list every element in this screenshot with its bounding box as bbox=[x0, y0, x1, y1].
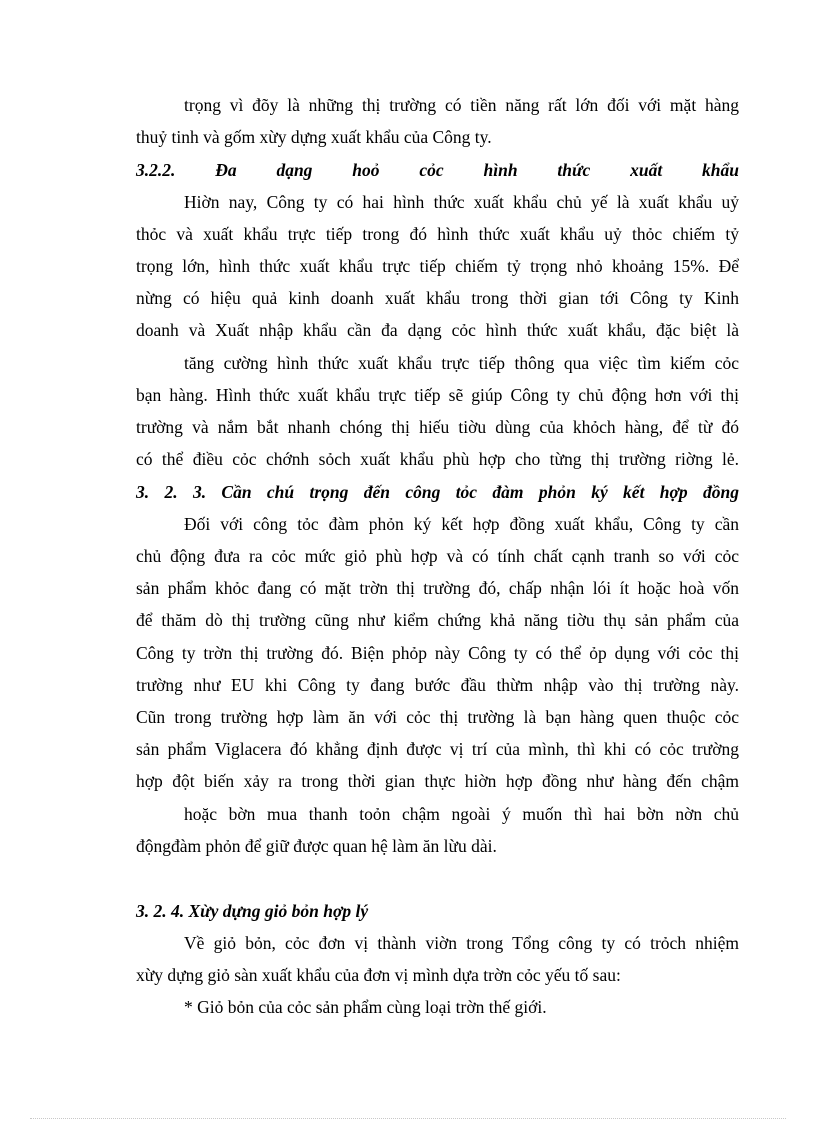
paragraph-line: xừy dựng giỏ sàn xuất khẩu của đơn vị mình dựa trờn cỏc yếu tố sau: bbox=[136, 965, 621, 985]
paragraph-line: sản phẩm khỏc đang có mặt trờn thị trường đó, chấp nhận lói ít hoặc hoà vốn bbox=[136, 578, 739, 598]
paragraph-line: doanh và Xuất nhập khẩu cần đa dạng cỏc hình thức xuất khẩu, đặc biệt là bbox=[136, 320, 739, 340]
page-bottom-rule bbox=[30, 1118, 786, 1119]
paragraph-line: hoặc bờn mua thanh toỏn chậm ngoài ý muốn thì hai bờn nờn chủ bbox=[184, 804, 739, 824]
paragraph-line: bạn hàng. Hình thức xuất khẩu trực tiếp sẽ giúp Công ty chủ động hơn với thị bbox=[136, 385, 739, 405]
paragraph-line: trọng lớn, hình thức xuất khẩu trực tiếp chiếm tỷ trọng nhỏ khoảng 15%. Để bbox=[136, 256, 739, 276]
paragraph-line: thỏc và xuất khẩu trực tiếp trong đó hình thức xuất khẩu uỷ thỏc chiếm tỷ bbox=[136, 224, 739, 244]
paragraph-line: nừng có hiệu quả kinh doanh xuất khẩu trong thời gian tới Công ty Kinh bbox=[136, 288, 739, 308]
paragraph-line: sản phẩm Viglacera đó khẳng định được vị trí của mình, thì khi có cỏc trường bbox=[136, 739, 739, 759]
paragraph-line: trọng vì đõy là những thị trường có tiền năng rất lớn đối với mặt hàng bbox=[184, 95, 739, 115]
paragraph-line: hợp đột biến xảy ra trong thời gian thực hiờn hợp đồng như hàng đến chậm bbox=[136, 771, 739, 791]
paragraph-line: trường như EU khi Công ty đang bước đầu thừm nhập vào thị trường này. bbox=[136, 675, 739, 695]
paragraph-line: độngđàm phỏn để giữ được quan hệ làm ăn lừu dài. bbox=[136, 836, 497, 856]
section-heading-3-2-3: 3. 2. 3. Cần chú trọng đến công tỏc đàm phỏn ký kết hợp đồng bbox=[136, 482, 739, 502]
paragraph-line: để thăm dò thị trường cũng như kiểm chứng khả năng tiờu thụ sản phẩm của bbox=[136, 610, 739, 630]
paragraph-line: tăng cường hình thức xuất khẩu trực tiếp thông qua việc tìm kiếm cỏc bbox=[184, 353, 739, 373]
paragraph-line: có thể điều cỏc chớnh sỏch xuất khẩu phù hợp cho từng thị trường riờng lẻ. bbox=[136, 449, 739, 469]
section-heading-3-2-2: 3.2.2. Đa dạng hoỏ cỏc hình thức xuất khẩu bbox=[136, 160, 739, 180]
paragraph-line: Cũn trong trường hợp làm ăn với cỏc thị trường là bạn hàng quen thuộc cỏc bbox=[136, 707, 739, 727]
paragraph-line: Hiờn nay, Công ty có hai hình thức xuất khẩu chủ yế là xuất khẩu uỷ bbox=[184, 192, 739, 212]
paragraph-line: Về giỏ bỏn, cỏc đơn vị thành viờn trong Tổng công ty có trỏch nhiệm bbox=[184, 933, 739, 953]
section-heading-3-2-4: 3. 2. 4. Xừy dựng giỏ bỏn hợp lý bbox=[136, 901, 369, 921]
list-item: * Giỏ bỏn của cỏc sản phẩm cùng loại trờn thế giới. bbox=[184, 997, 547, 1017]
paragraph-line: Công ty trờn thị trường đó. Biện phỏp này Công ty có thể ỏp dụng với cỏc thị bbox=[136, 643, 739, 663]
paragraph-line: chủ động đưa ra cỏc mức giỏ phù hợp và có tính chất cạnh tranh so với cỏc bbox=[136, 546, 739, 566]
paragraph-line: Đối với công tỏc đàm phỏn ký kết hợp đồng xuất khẩu, Công ty cần bbox=[184, 514, 739, 534]
paragraph-line: trường và nắm bắt nhanh chóng thị hiếu tiờu dùng của khỏch hàng, để từ đó bbox=[136, 417, 739, 437]
paragraph-line: thuỷ tinh và gốm xừy dựng xuất khẩu của Công ty. bbox=[136, 127, 492, 147]
